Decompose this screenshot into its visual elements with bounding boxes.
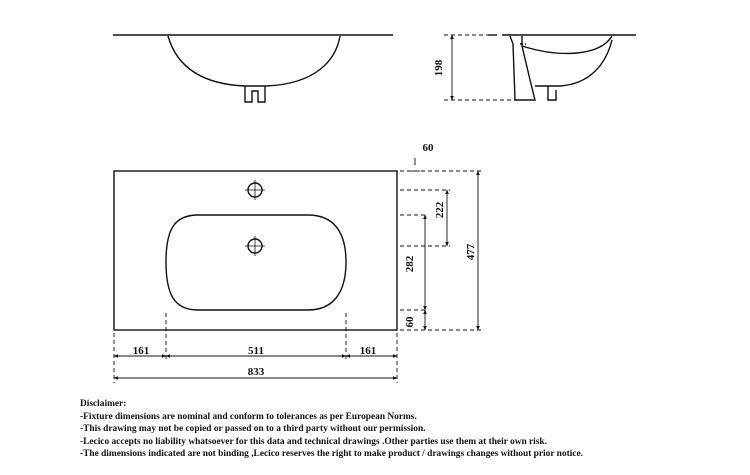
dim-bowl-depth: 198 [433,59,445,77]
dim-bowl-length: 282 [404,255,416,273]
dim-tap-to-bowl: 222 [434,201,446,219]
top-plan-view [114,171,397,330]
dim-total-depth: 477 [465,243,477,261]
tap-hole-icon [245,180,265,200]
dim-front-rim: 60 [404,316,416,328]
dim-total-width: 833 [247,366,265,378]
dim-bowl-width: 511 [248,345,264,357]
dim-right-margin: 161 [359,345,377,357]
disclaimer-line: -Lecico accepts no liability whatsoever for this data and technical drawings .Other parties use them at their own risk. [80,436,547,447]
side-section-view [488,35,636,100]
drain-hole-icon [245,236,265,256]
disclaimer-title: Disclaimer: [80,399,127,409]
dim-left-margin: 161 [132,345,150,357]
disclaimer-line: -The dimensions indicated are not binding ,Lecico reserves the right to make product / drawings changes without prior notice. [80,449,583,460]
front-elevation-view [113,35,393,102]
dim-tap-hole-inset: 60 [422,142,434,154]
disclaimer-block [80,398,740,461]
disclaimer-line: -Fixture dimensions are nominal and conform to tolerances as per European Norms. [80,411,417,422]
disclaimer-line: -This drawing may not be copied or passed on to a third party without our permission. [80,424,426,435]
